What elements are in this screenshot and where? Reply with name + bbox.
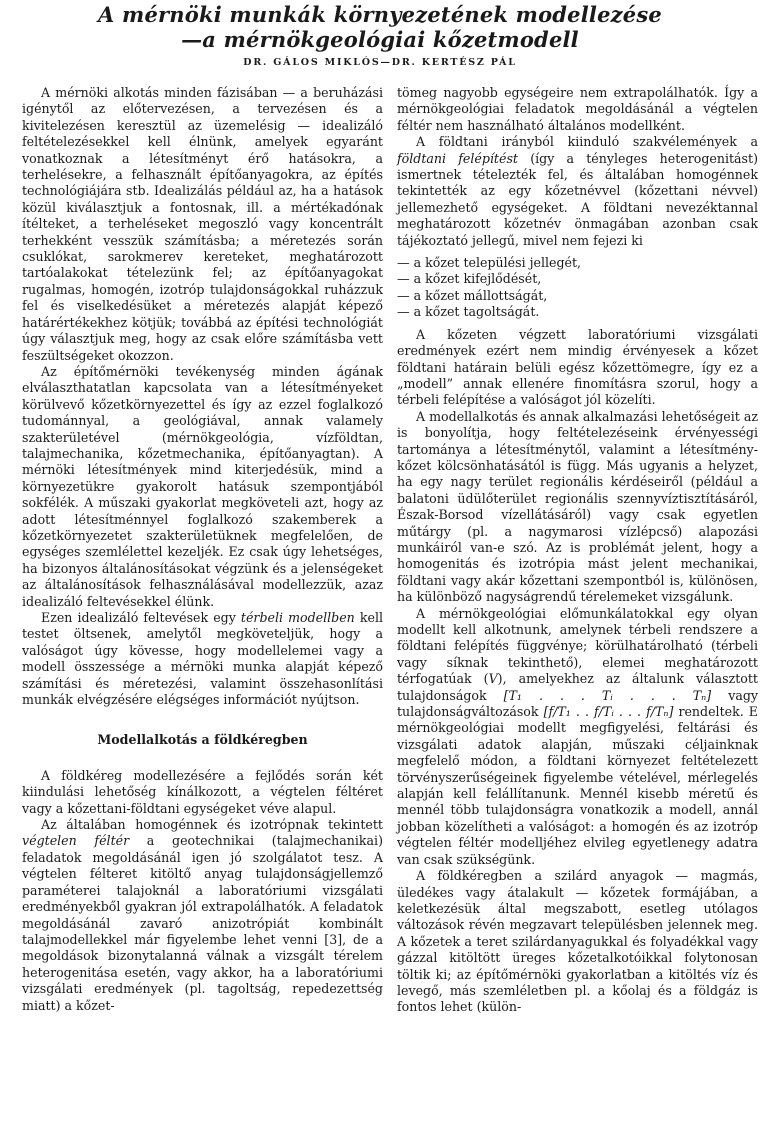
paragraph: A kőzeten végzett laboratóriumi vizsgálati eredmények ezért nem mindig érvényesek a kőzet földtani határain belüli egész kőzettömegre, így ez a „modell” annak ellenére finomításra szorul, hogy a térbeli felépítése a valóságot jól közelíti. (397, 326, 758, 408)
list-item: — a kőzet mállottságát, (397, 287, 548, 303)
paragraph: Ezen idealizáló feltevések egy térbeli modellben kell testet öltsenek, amelytől megköveteljük, hogy a valóságot úgy kövesse, hogy modellelemei vagy a modell összessége a mérnöki munka alapját képező számítási és méretezési, valamint összehasonlítási munkák elvégzésére elégséges információt nyújtson. (22, 610, 383, 708)
emphasis: térbeli modellben (240, 610, 355, 625)
list-item: — a kőzet kifejlődését, (397, 271, 542, 287)
paragraph: Az általában homogénnek és izotrópnak tekintett végtelen féltér a geotechnikai (talajmechanikai) feladatok megoldásánál igen jó szolgálatot tesz. A végtelen félteret kitöltő anyag tulajdonságjellemző paraméterei talajoknál a laboratóriumi vizsgálati eredményekből gyakran jól extrapolálhatók. A feladatok megoldásánál zavaró anizotrópiát kombinált talajmodellekkel már figyelembe lehet venni [3], de a megoldások bizonytalanná válnak a vizsgált térelem heterogenitása esetén, vagy akkor, ha a laboratóriumi vizsgálati eredmények (pl. tagoltság, repedezettség miatt) a kőzet- (22, 817, 383, 1013)
formula-properties: [T₁ . . . Tᵢ . . . Tₙ] (503, 687, 712, 703)
paragraph: A mérnöki alkotás minden fázisában — a beruházási igénytől az előtervezésen, a tervezésen és a kivitelezésen keresztül az üzemelésig — idealizáló feltételezésekkel kell élnünk, amelyek egyaránt vonatkoznak a létesítményt érő hatásokra, a terhelésekre, a felhasznált építőanyagokra, az építés technológiájára stb. Idealizálás például az, ha a hatások közül kiválasztjuk a fontosnak, ill. a mértékadónak ítélteket, a terheléseket megoszló vagy koncentrált terhekként vesszük számításba; a méretezés során csuklókat, sarokmerev kereteket, meghatározott tartóalakokat tételezünk fel; az építőanyagokat rugalmas, homogén, izotróp tulajdonságokkal ruházzuk fel és viselkedésüket a méretezés alapját képező határértékekhez kötjük; továbbá az építési technológiát úgy választjuk meg, hogy az csak előre számításba vett feszültségeket okozzon. (22, 85, 383, 363)
section-heading: Modellalkotás a földkéregben (97, 732, 308, 748)
paragraph: A földtani irányból kiinduló szakvélemények a földtani felépítést (így a tényleges heterogenitást) ismertnek tételezték fel, és általában homogénnek tekintették az egy kőzetnévvel (kőzettani névvel) jellemezhető egységeket. A földtani nevezéktannal meghatározott kőzetnév önmagában azonban csak tájékoztató jellegű, mivel nem fejezi ki (397, 134, 758, 248)
paragraph: A földkéreg modellezésére a fejlődés során két kiindulási lehetőség kínálkozott, a végtelen féltéret vagy a kőzettani-földtani egységeket véve alapul. (22, 767, 383, 816)
authors: DR. GÁLOS MIKLÓS—DR. KERTÉSZ PÁL (243, 57, 517, 68)
emphasis: végtelen féltér (22, 833, 130, 849)
left-column (22, 85, 383, 1014)
title-line-1: A mérnöki munkák környezetének modellezése (98, 2, 662, 27)
list-item: — a kőzet települési jellegét, (397, 255, 582, 271)
dash-list (397, 255, 758, 321)
formula-property-changes: [f/T₁ . . f/Tᵢ . . . f/Tₙ] (543, 704, 674, 720)
paragraph: A földkéregben a szilárd anyagok — magmás, üledékes vagy átalakult — kőzetek formájában, a keletkezésük által megszabott, esetleg utólagos változások révén megzavart településben jelennek meg. A kőzetek a teret szilárdanyagukkal és folyadékkal vagy gázzal kitöltött üreges kőzetalkotóikkal folytonosan töltik ki; az építőmérnöki gyakorlatban a kitöltés víz és levegő, más szemléletben pl. a kőolaj és a földgáz is fontos lehet (külön- (397, 868, 758, 1015)
article-title (0, 0, 760, 51)
emphasis: földtani felépítést (397, 150, 518, 166)
paragraph: A mérnökgeológiai előmunkálatokkal egy olyan modellt kell alkotnunk, amelynek térbeli rendszere a földtani felépítés függvénye; körülhatárolható (térbeli vagy síknak tekinthető), elemei meghatározott térfogatúak (V), amelyekhez az általunk választott tulajdonságok [T₁ . . . Tᵢ . . . Tₙ] vagy tulajdonságváltozások [f/T₁ . . f/Tᵢ . . . f/Tₙ] rendeltek. E mérnökgeológiai modellt megfigyelési, feltárási és vizsgálati adatok alapján, műszaki céljainknak megfelelő módon, a földtani környezet feltételezett törvényszerűségeinek figyelembe vételével, mérlegelés alapján kell felállítanunk. Mennél kisebb méretű és mennél több tulajdonságra vonatkozik a modell, annál jobban közelítheti a valóságot: a homogén és az izotróp végtelen féltér modelljéhez elvileg egyetlenegy adatra van csak szükségünk. (397, 605, 759, 867)
paragraph: tömeg nagyobb egységeire nem extrapolálhatók. Így a mérnökgeológiai feladatok megoldásánál a végtelen féltér nem használható általános modellként. (397, 85, 758, 133)
paragraph: Az építőmérnöki tevékenység minden ágának elválaszthatatlan kapcsolata van a létesítményeket körülvevő kőzetkörnyezettel és így az ezzel foglalkozó tudománnyal, a geológiával, annak valamely szakterületével (mérnökgeológia, vízföldtan, talajmechanika, kőzetmechanika, építőanyagtan). A mérnöki létesítmények mind kiterjedésük, mind a környezetükre gyakorolt hatásuk szempontjából sokfélék. A műszaki gyakorlat megköveteli azt, hogy az adott létesítménnyel foglalkozó szakemberek a kőzetkörnyezetet szakterületüknek megfelelően, de egységes szemlélettel kezeljék. Ez csak úgy lehetséges, ha bizonyos általánosításokat végzünk és a jelenségeket az általánosítások felhasználásával modellezzük, azaz idealizáló feltevésekkel élünk. (22, 363, 383, 609)
formula-variable: V (488, 671, 498, 687)
title-line-2: —a mérnökgeológiai kőzetmodell (181, 27, 579, 52)
right-column (397, 85, 758, 1016)
list-item: — a kőzet tagoltságát. (397, 304, 540, 320)
paragraph: A modellalkotás és annak alkalmazási lehetőségeit az is bonyolítja, hogy feltételezéseink érvényességi tartománya a létesítménytől, valamint a létesítmény-kőzet kölcsönhatásától is függ. Más ugyanis a helyzet, ha egy nagy terület regionális kérdéseiről (például a balatoni üdülőterület regionális szennyvíztisztításáról, Észak-Borsod vízellátásáról) vagy csak egyetlen műtárgy (pl. a nagymarosi vízlépcső) alapozási munkáiról van-e szó. Az is problémát jelent, hogy a homogenitás és izotrópia mást jelent mechanikai, földtani vagy akár kőzettani szempontból is, különösen, ha különböző nagyságrendű térelemeket vizsgálunk. (397, 408, 758, 605)
